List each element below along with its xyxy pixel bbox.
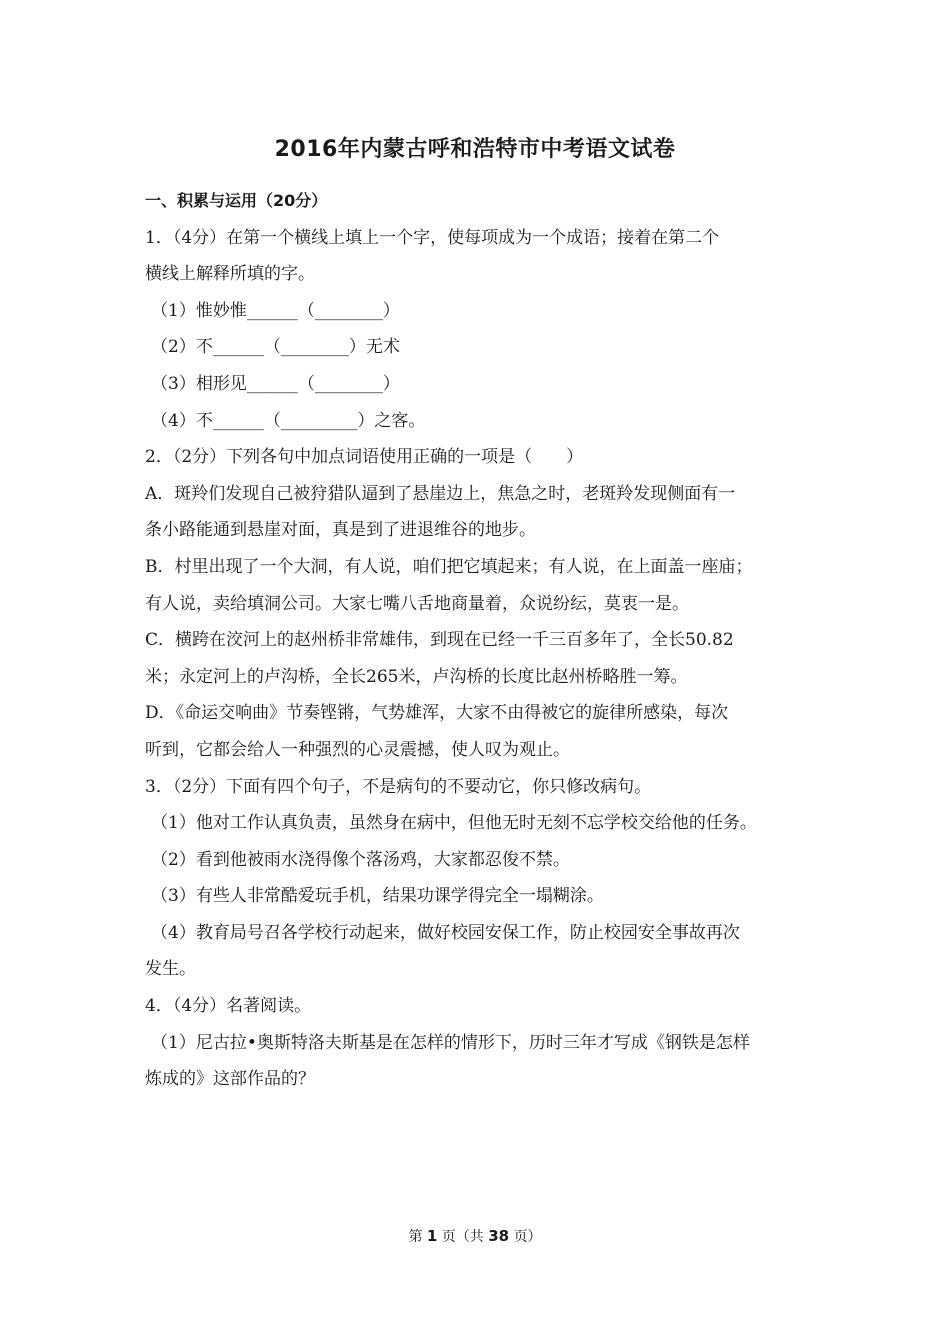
footer-middle: 页（共 <box>441 1229 484 1245</box>
question-3-stem: 3．（2分）下面有四个句子，不是病句的不要动它，你只修改病句。 <box>145 776 652 797</box>
question-1-stem-line2: 横线上解释所填的字。 <box>145 264 315 285</box>
section-heading: 一、积累与运用（20分） <box>145 191 328 210</box>
footer-suffix: 页） <box>513 1229 542 1245</box>
question-2-option-a-line1: A．斑羚们发现自己被狩猎队逼到了悬崖边上，焦急之时，老斑羚发现侧面有一 <box>145 483 736 504</box>
question-4-sub-1-line1: （1）尼古拉•奥斯特洛夫斯基是在怎样的情形下，历时三年才写成《钢铁是怎样 <box>151 1032 750 1053</box>
question-2-option-d-line2: 听到，它都会给人一种强烈的心灵震撼，使人叹为观止。 <box>145 739 570 760</box>
question-3-sentence-1: （1）他对工作认真负责，虽然身在病中，但他无时无刻不忘学校交给他的任务。 <box>151 813 757 834</box>
question-1-item-3: （3）相形见______（________） <box>151 373 400 394</box>
footer-prefix: 第 <box>408 1229 423 1245</box>
question-2-option-b-line2: 有人说，卖给填洞公司。大家七嘴八舌地商量着，众说纷纭，莫衷一是。 <box>145 593 689 614</box>
question-2-option-b-line1: B．村里出现了一个大洞，有人说，咱们把它填起来；有人说，在上面盖一座庙； <box>145 556 753 577</box>
footer-page-number: 1 <box>426 1227 438 1245</box>
question-1-stem-line1: 1．（4分）在第一个横线上填上一个字，使每项成为一个成语；接着在第二个 <box>145 227 720 248</box>
document-body <box>145 183 825 1098</box>
page-footer <box>0 1226 950 1246</box>
question-2-option-d-line1: D．《命运交响曲》节奏铿锵，气势雄浑，大家不由得被它的旋律所感染，每次 <box>145 703 729 724</box>
question-1-item-2: （2）不______（________）无术 <box>151 337 400 358</box>
question-2-stem: 2．（2分）下列各句中加点词语使用正确的一项是（ ） <box>145 447 584 468</box>
question-1-item-1: （1）惟妙惟______（________） <box>151 300 400 321</box>
question-3-sentence-2: （2）看到他被雨水浇得像个落汤鸡，大家都忍俊不禁。 <box>151 849 570 870</box>
question-4-stem: 4．（4分）名著阅读。 <box>145 996 312 1017</box>
question-4-sub-1-line2: 炼成的》这部作品的？ <box>145 1069 315 1090</box>
question-2-option-a-line2: 条小路能通到悬崖对面，真是到了进退维谷的地步。 <box>145 520 536 541</box>
question-3-sentence-4-line2: 发生。 <box>145 959 196 980</box>
question-3-sentence-3: （3）有些人非常酷爱玩手机，结果功课学得完全一塌糊涂。 <box>151 886 604 907</box>
question-3-sentence-4-line1: （4）教育局号召各学校行动起来，做好校园安保工作，防止校园安全事故再次 <box>151 922 740 943</box>
question-2-option-c-line1: C．横跨在洨河上的赵州桥非常雄伟，到现在已经一千三百多年了，全长50.82 <box>145 630 734 651</box>
footer-total-pages: 38 <box>488 1227 510 1245</box>
document-title: 2016年内蒙古呼和浩特市中考语文试卷 <box>274 137 676 162</box>
question-1-item-4: （4）不______（_________）之客。 <box>151 410 426 431</box>
question-2-option-c-line2: 米；永定河上的卢沟桥，全长265米，卢沟桥的长度比赵州桥略胜一筹。 <box>145 666 688 687</box>
